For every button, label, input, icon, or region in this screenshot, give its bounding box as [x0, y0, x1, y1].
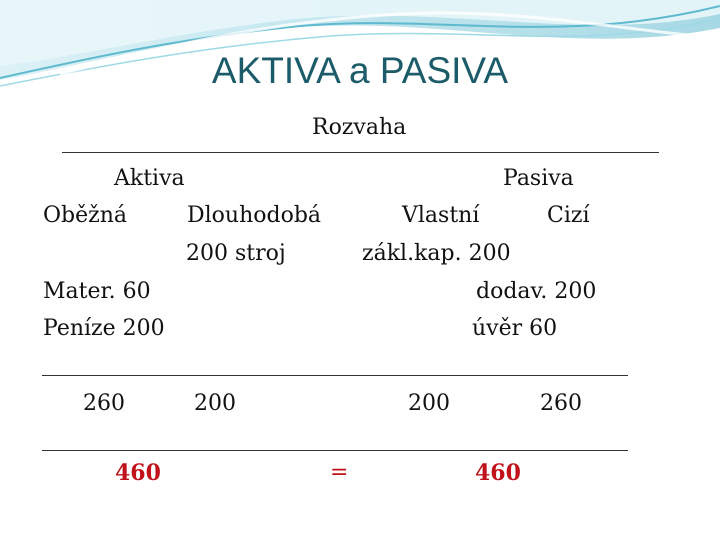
- mater-item: Mater. 60: [43, 279, 151, 304]
- dlouhodoba-label: Dlouhodobá: [187, 203, 322, 228]
- equals-sign: =: [330, 460, 349, 485]
- page-title: AKTIVA a PASIVA: [211, 50, 509, 91]
- dodav-item: dodav. 200: [476, 279, 597, 304]
- sum-vlastni: 200: [408, 391, 450, 416]
- sum-dlouhodoba: 200: [194, 391, 236, 416]
- total-aktiva: 460: [115, 460, 161, 486]
- obezna-label: Oběžná: [43, 203, 128, 228]
- zakl-kap-item: zákl.kap. 200: [362, 241, 511, 266]
- sum-obezna: 260: [83, 391, 125, 416]
- aktiva-header: Aktiva: [114, 166, 185, 191]
- total-pasiva: 460: [475, 460, 521, 486]
- cizi-label: Cizí: [547, 203, 590, 228]
- vlastni-label: Vlastní: [402, 203, 480, 228]
- penize-item: Peníze 200: [43, 316, 165, 341]
- sum-cizi: 260: [540, 391, 582, 416]
- stroj-item: 200 stroj: [186, 241, 286, 266]
- subtitle-rozvaha: Rozvaha: [312, 115, 407, 140]
- divider-top: [62, 152, 659, 153]
- divider-bottom: [42, 450, 628, 451]
- uver-item: úvěr 60: [472, 316, 558, 341]
- pasiva-header: Pasiva: [503, 166, 574, 191]
- divider-middle: [42, 375, 628, 376]
